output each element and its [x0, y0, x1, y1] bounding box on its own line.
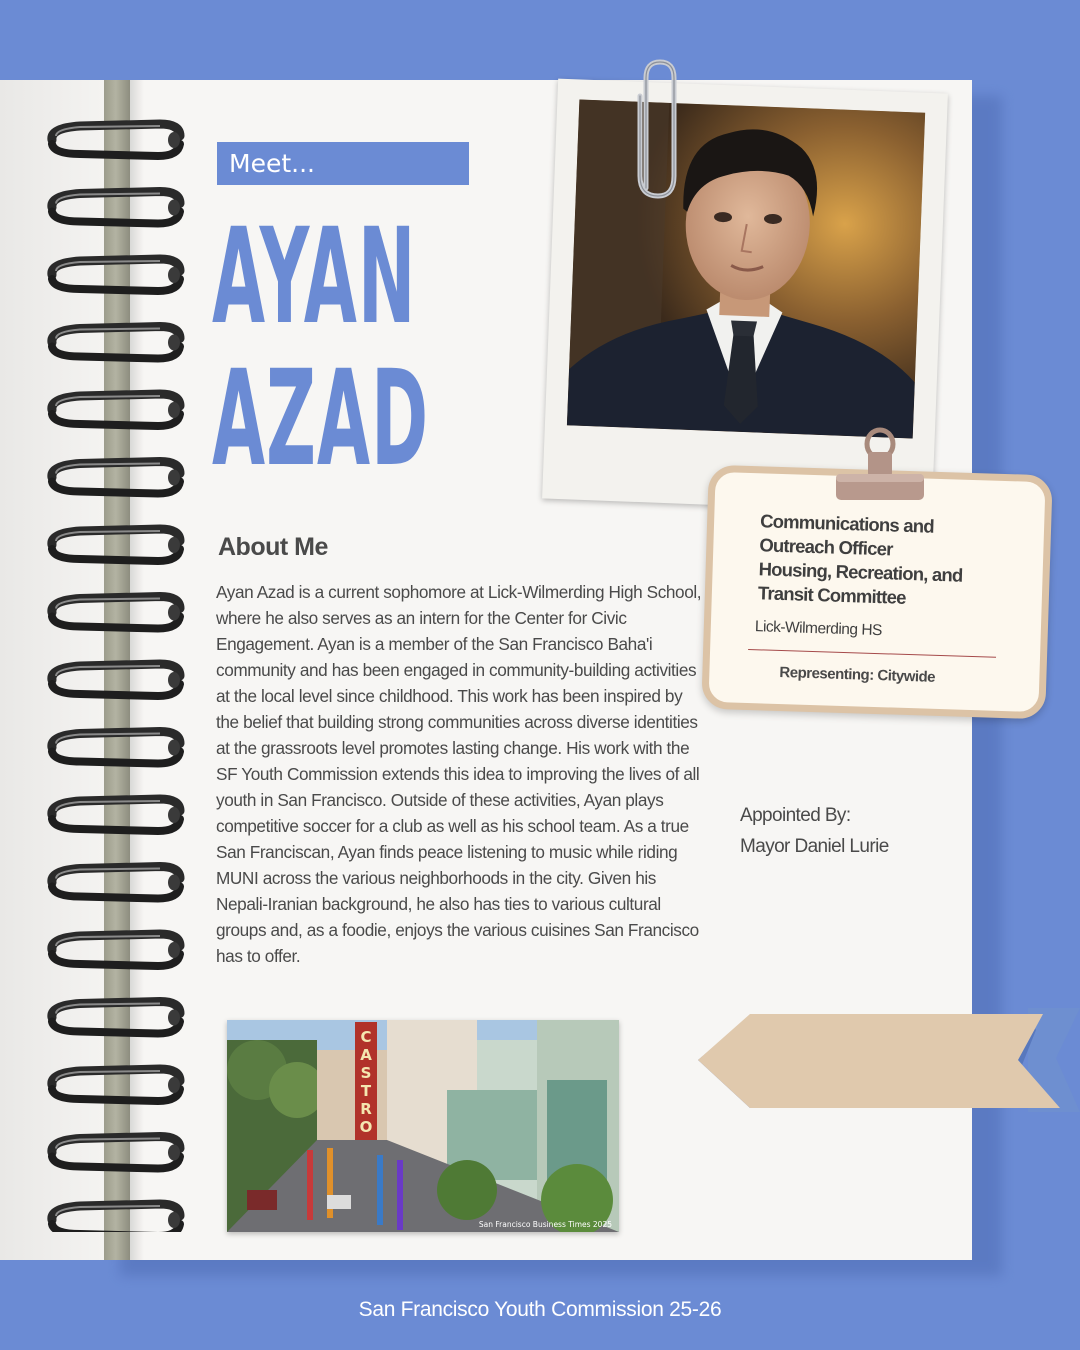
spiral-ring	[52, 259, 180, 291]
school-name: Lick-Wilmerding HS	[754, 618, 883, 640]
sign-letter: R	[360, 1100, 372, 1118]
role-officer: Communications and Outreach Officer	[759, 510, 935, 560]
appointed-name: Mayor Daniel Lurie	[740, 836, 889, 857]
role-titles	[758, 509, 1001, 612]
card-divider	[748, 649, 996, 658]
spiral-ring	[52, 867, 180, 899]
spiral-ring	[52, 1137, 180, 1169]
first-name: AYAN	[212, 200, 417, 354]
castro-street-photo	[227, 1020, 619, 1232]
portrait-illustration	[567, 99, 925, 438]
spiral-ring	[52, 124, 180, 156]
castro-street-illustration	[227, 1020, 619, 1232]
sign-letter: C	[360, 1028, 372, 1046]
spiral-ring	[52, 529, 180, 561]
ribbon-banner	[698, 1008, 1080, 1112]
spiral-ring	[52, 327, 180, 359]
appointed-label: Appointed By:	[740, 805, 851, 826]
spiral-ring	[52, 192, 180, 224]
spiral-ring	[52, 1204, 180, 1232]
sign-letter: A	[360, 1046, 372, 1064]
about-heading: About Me	[218, 533, 328, 561]
paperclip-icon	[628, 56, 688, 206]
spiral-ring	[52, 462, 180, 494]
sign-letter: O	[359, 1118, 373, 1136]
footer-text: San Francisco Youth Commission 25-26	[358, 1298, 722, 1321]
spiral-ring	[52, 799, 180, 831]
spiral-ring	[52, 732, 180, 764]
meet-label: Meet...	[217, 142, 469, 185]
last-name: AZAD	[212, 342, 430, 496]
spiral-ring	[52, 394, 180, 426]
spiral-ring	[52, 1069, 180, 1101]
sign-letter: T	[360, 1082, 372, 1100]
binder-clip-icon	[834, 426, 926, 506]
photo-credit: San Francisco Business Times 2025	[478, 1220, 612, 1229]
about-body: Ayan Azad is a current sophomore at Lick-Wilmerding High School, where he also serves as an intern for the Center for Civic Engagement. Ayan is a member of the San Francisco Baha'i community and has been engaged in community-building activities at the local level since childhood. This work has been inspired by the belief that building strong communities across diverse identities at the grassroots level promotes lasting change. His work with the SF Youth Commission extends this idea to improving the lives of all youth in San Francisco. Outside of these activities, Ayan plays competitive soccer for a club as well as his school team. As a true San Franciscan, Ayan finds peace listening to music while riding MUNI across the various neighborhoods in the city. Given his Nepali-Iranian background, he also has ties to various cultural groups and, as a foodie, enjoys the various cuisines San Francisco has to offer.	[216, 582, 702, 966]
spiral-ring	[52, 664, 180, 696]
role-committee: Housing, Recreation, and Transit Committee	[757, 558, 963, 608]
sign-letter: S	[360, 1064, 372, 1082]
spiral-ring	[52, 1002, 180, 1034]
portrait-photo	[567, 99, 925, 438]
profile-name	[212, 200, 430, 496]
representing-label: Representing: Citywide	[779, 663, 936, 686]
appointment-info	[740, 800, 889, 862]
spiral-ring	[52, 934, 180, 966]
spiral-binding	[40, 112, 190, 1232]
spiral-ring	[52, 597, 180, 629]
